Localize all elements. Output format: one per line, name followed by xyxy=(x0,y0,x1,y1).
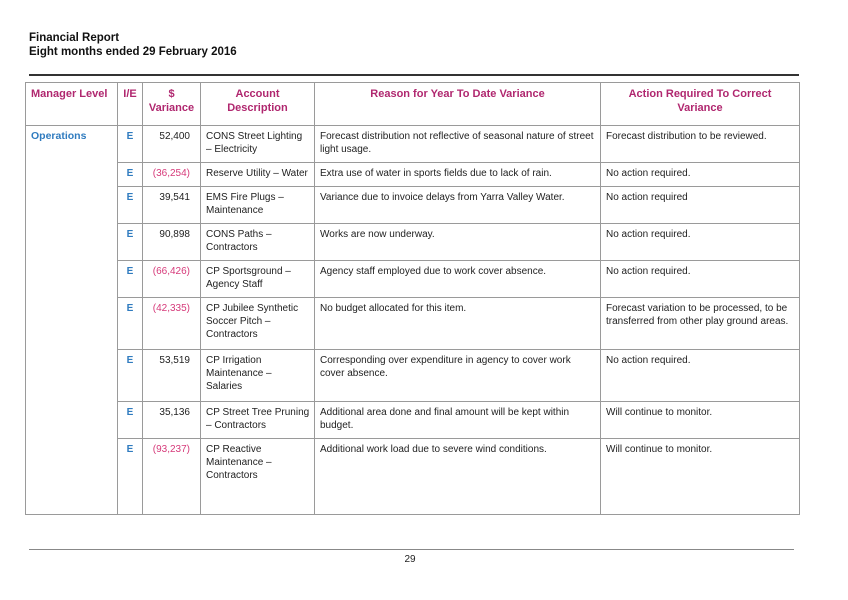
table-row xyxy=(26,298,800,350)
variance-cell: 52,400 xyxy=(143,126,201,163)
page-number: 29 xyxy=(404,554,416,565)
table-row xyxy=(26,126,800,163)
manager-cell xyxy=(26,298,118,350)
ie-cell: E xyxy=(118,350,143,402)
reason-cell: Additional area done and final amount will be kept within budget. xyxy=(315,402,601,439)
report-subtitle: Eight months ended 29 February 2016 xyxy=(29,46,237,58)
manager-cell: Operations xyxy=(26,126,118,163)
col-ie: I/E xyxy=(118,83,143,126)
manager-cell xyxy=(26,261,118,298)
account-cell: EMS Fire Plugs – Maintenance xyxy=(201,187,315,224)
reason-cell: No budget allocated for this item. xyxy=(315,298,601,350)
manager-cell xyxy=(26,402,118,439)
action-cell: Forecast variation to be processed, to be transferred from other play ground areas. xyxy=(601,298,800,350)
reason-cell: Works are now underway. xyxy=(315,224,601,261)
footer-divider xyxy=(29,549,794,550)
account-cell: CP Irrigation Maintenance – Salaries xyxy=(201,350,315,402)
variance-cell: 39,541 xyxy=(143,187,201,224)
manager-cell xyxy=(26,439,118,515)
ie-cell: E xyxy=(118,439,143,515)
table-row xyxy=(26,402,800,439)
variance-cell: (66,426) xyxy=(143,261,201,298)
variance-cell: (42,335) xyxy=(143,298,201,350)
table-row xyxy=(26,224,800,261)
col-action: Action Required To Correct Variance xyxy=(601,83,800,126)
account-cell: CONS Paths – Contractors xyxy=(201,224,315,261)
variance-cell: 53,519 xyxy=(143,350,201,402)
manager-cell xyxy=(26,350,118,402)
reason-cell: Extra use of water in sports fields due to lack of rain. xyxy=(315,163,601,187)
header-divider xyxy=(29,74,799,76)
account-cell: CONS Street Lighting – Electricity xyxy=(201,126,315,163)
table-header xyxy=(26,83,800,126)
action-cell: Forecast distribution to be reviewed. xyxy=(601,126,800,163)
variance-cell: (36,254) xyxy=(143,163,201,187)
table-row xyxy=(26,163,800,187)
ie-cell: E xyxy=(118,224,143,261)
manager-cell xyxy=(26,187,118,224)
reason-cell: Corresponding over expenditure in agency to cover work cover absence. xyxy=(315,350,601,402)
ie-cell: E xyxy=(118,163,143,187)
variance-table xyxy=(25,82,800,515)
reason-cell: Agency staff employed due to work cover absence. xyxy=(315,261,601,298)
manager-cell xyxy=(26,163,118,187)
table-row xyxy=(26,439,800,515)
table-row xyxy=(26,350,800,402)
report-header xyxy=(29,31,237,59)
table-row xyxy=(26,261,800,298)
account-cell: CP Reactive Maintenance – Contractors xyxy=(201,439,315,515)
action-cell: No action required. xyxy=(601,163,800,187)
action-cell: No action required. xyxy=(601,350,800,402)
ie-cell: E xyxy=(118,187,143,224)
ie-cell: E xyxy=(118,298,143,350)
account-cell: CP Jubilee Synthetic Soccer Pitch – Contractors xyxy=(201,298,315,350)
account-cell: CP Sportsground – Agency Staff xyxy=(201,261,315,298)
action-cell: No action required. xyxy=(601,261,800,298)
table-row xyxy=(26,187,800,224)
col-variance: $ Variance xyxy=(143,83,201,126)
col-manager-level: Manager Level xyxy=(26,83,118,126)
report-title: Financial Report xyxy=(29,32,120,44)
action-cell: Will continue to monitor. xyxy=(601,402,800,439)
reason-cell: Additional work load due to severe wind conditions. xyxy=(315,439,601,515)
account-cell: CP Street Tree Pruning – Contractors xyxy=(201,402,315,439)
variance-cell: (93,237) xyxy=(143,439,201,515)
col-account-description: Account Description xyxy=(201,83,315,126)
reason-cell: Variance due to invoice delays from Yarra Valley Water. xyxy=(315,187,601,224)
ie-cell: E xyxy=(118,402,143,439)
reason-cell: Forecast distribution not reflective of seasonal nature of street light usage. xyxy=(315,126,601,163)
action-cell: No action required xyxy=(601,187,800,224)
manager-cell xyxy=(26,224,118,261)
variance-cell: 35,136 xyxy=(143,402,201,439)
account-cell: Reserve Utility – Water xyxy=(201,163,315,187)
action-cell: No action required. xyxy=(601,224,800,261)
ie-cell: E xyxy=(118,261,143,298)
variance-cell: 90,898 xyxy=(143,224,201,261)
action-cell: Will continue to monitor. xyxy=(601,439,800,515)
ie-cell: E xyxy=(118,126,143,163)
col-reason: Reason for Year To Date Variance xyxy=(315,83,601,126)
